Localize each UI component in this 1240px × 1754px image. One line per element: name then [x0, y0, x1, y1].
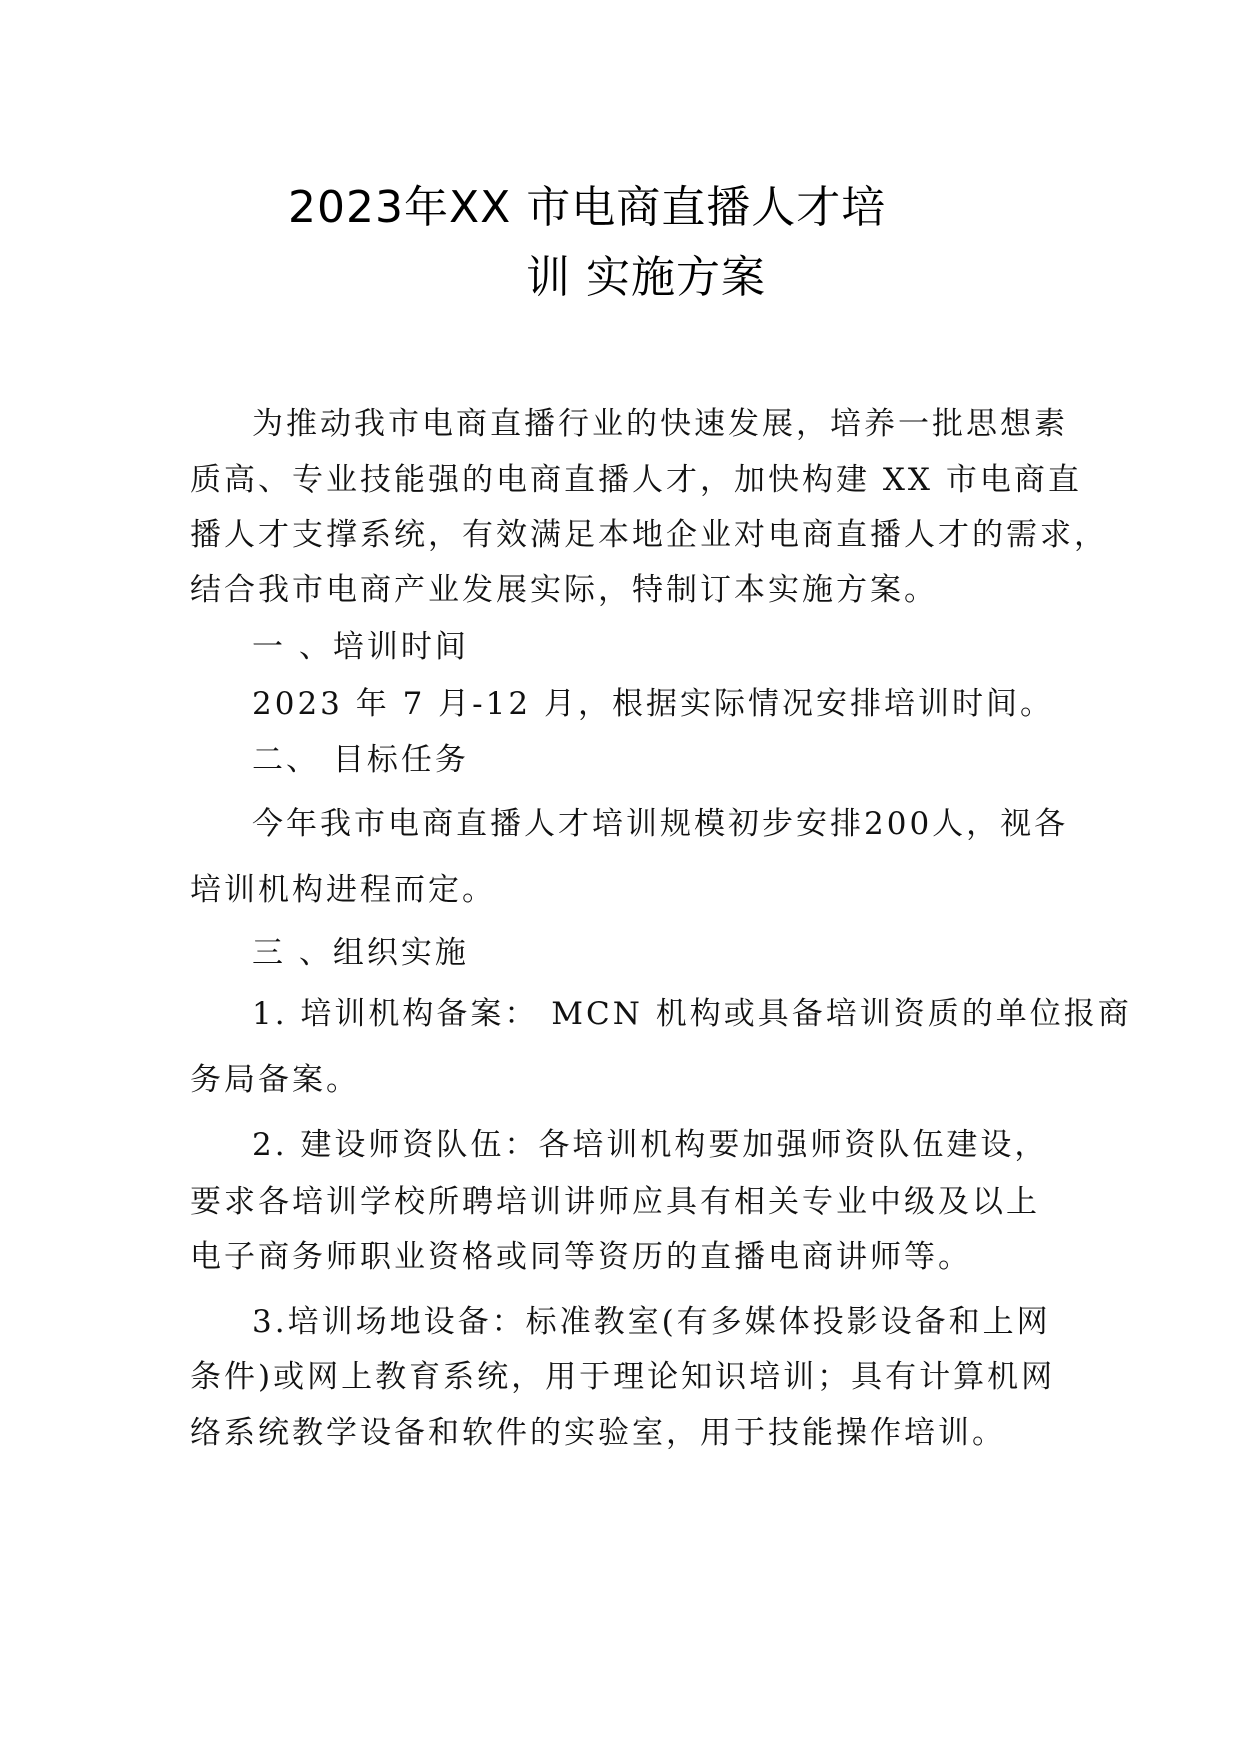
section-2-text-line-1: 今年我市电商直播人才培训规模初步安排200人，视各: [252, 806, 1069, 842]
item-2-line-2: 要求各培训学校所聘培训讲师应具有相关专业中级及以上: [190, 1184, 1040, 1220]
section-3-heading: 三 、组织实施: [252, 935, 469, 971]
section-2-heading: 二、 目标任务: [252, 742, 469, 778]
section-2-text-line-2: 培训机构进程而定。: [190, 872, 496, 908]
item-3-line-1: 3.培训场地设备：标准教室(有多媒体投影设备和上网: [252, 1304, 1051, 1340]
section-1-text: 2023 年 7 月-12 月，根据实际情况安排培训时间。: [252, 686, 1054, 722]
intro-line-3: 播人才支撑系统，有效满足本地企业对电商直播人才的需求，: [190, 517, 1108, 553]
item-2-line-1: 2. 建设师资队伍：各培训机构要加强师资队伍建设，: [252, 1127, 1049, 1163]
item-3-line-3: 络系统教学设备和软件的实验室，用于技能操作培训。: [190, 1415, 1006, 1451]
intro-line-4: 结合我市电商产业发展实际，特制订本实施方案。: [190, 572, 938, 608]
intro-line-1: 为推动我市电商直播行业的快速发展，培养一批思想素: [252, 406, 1068, 442]
item-2-line-3: 电子商务师职业资格或同等资历的直播电商讲师等。: [190, 1239, 972, 1275]
document-title-line-1: 2023年XX 市电商直播人才培: [288, 182, 887, 233]
item-1-line-1: 1. 培训机构备案： MCN 机构或具备培训资质的单位报商: [252, 996, 1132, 1032]
document-title-line-2: 训 实施方案: [526, 252, 766, 303]
intro-line-2: 质高、专业技能强的电商直播人才，加快构建 XX 市电商直: [190, 462, 1082, 498]
section-1-heading: 一 、培训时间: [252, 629, 469, 665]
item-3-line-2: 条件)或网上教育系统，用于理论知识培训；具有计算机网: [190, 1359, 1056, 1395]
item-1-line-2: 务局备案。: [190, 1062, 360, 1098]
